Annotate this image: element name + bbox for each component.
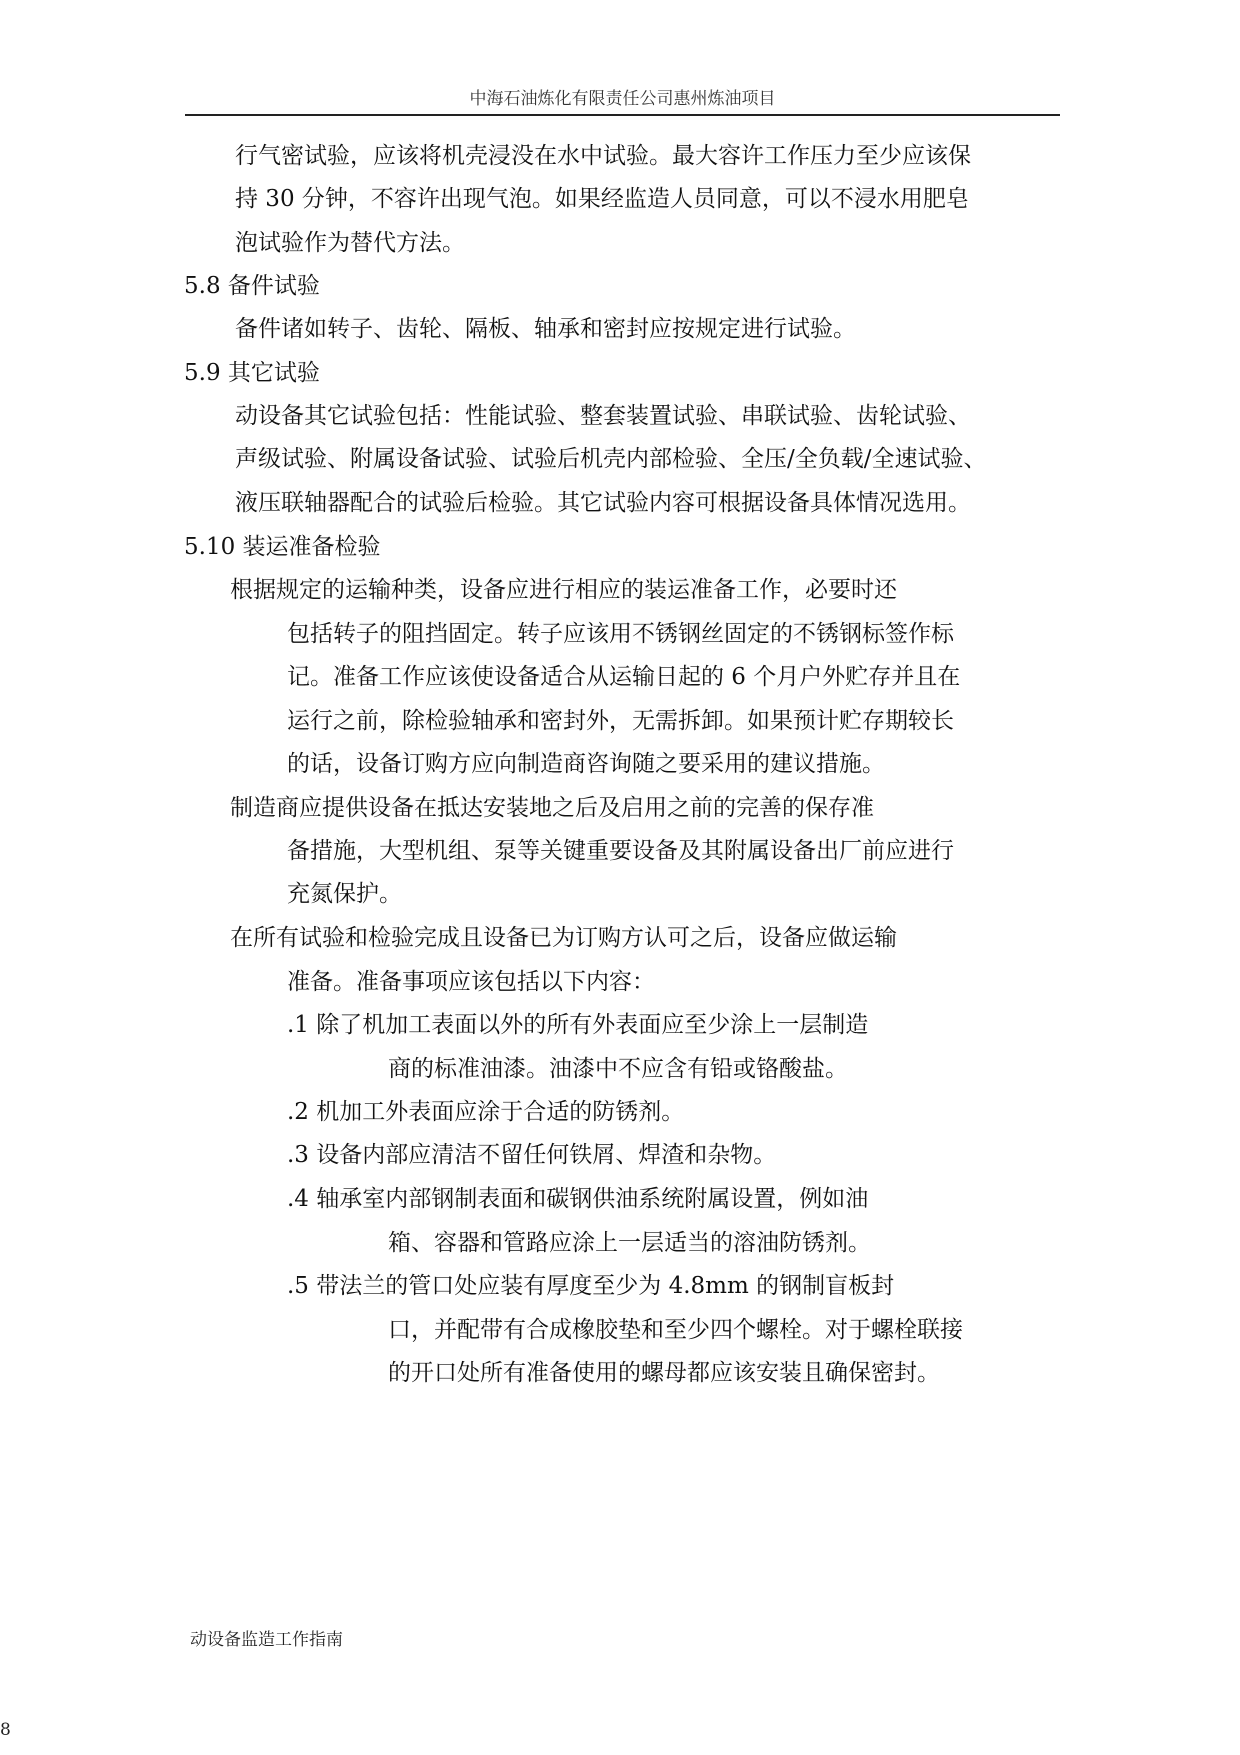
paragraph-line: 液压联轴器配合的试验后检验。其它试验内容可根据设备具体情况选用。 bbox=[235, 490, 971, 516]
list-item-continuation: 箱、容器和管路应涂上一层适当的溶油防锈剂。 bbox=[388, 1230, 871, 1256]
list-item-continuation: 口，并配带有合成橡胶垫和至少四个螺栓。对于螺栓联接 bbox=[388, 1317, 963, 1343]
page-header: 中海石油炼化有限责任公司惠州炼油项目 bbox=[469, 89, 776, 109]
page-footer: 动设备监造工作指南 bbox=[190, 1630, 343, 1650]
page-number: 8 bbox=[0, 1720, 11, 1740]
paragraph-line: 声级试验、附属设备试验、试验后机壳内部检验、全压/全负载/全速试验、 bbox=[235, 446, 987, 472]
list-item: .3 设备内部应清洁不留任何铁屑、焊渣和杂物。 bbox=[287, 1142, 777, 1168]
list-item-continuation: 商的标准油漆。油漆中不应含有铅或铬酸盐。 bbox=[388, 1056, 848, 1082]
list-item: .2 机加工外表面应涂于合适的防锈剂。 bbox=[287, 1099, 685, 1125]
paragraph-line: 包括转子的阻挡固定。转子应该用不锈钢丝固定的不锈钢标签作标 bbox=[287, 621, 954, 647]
paragraph-line: 根据规定的运输种类，设备应进行相应的装运准备工作，必要时还 bbox=[230, 577, 897, 603]
paragraph-line: 制造商应提供设备在抵达安装地之后及启用之前的完善的保存准 bbox=[230, 795, 874, 821]
list-item: .1 除了机加工表面以外的所有外表面应至少涂上一层制造 bbox=[287, 1012, 869, 1038]
paragraph-line: 备件诸如转子、齿轮、隔板、轴承和密封应按规定进行试验。 bbox=[235, 316, 856, 342]
paragraph-line: 泡试验作为替代方法。 bbox=[235, 230, 465, 256]
paragraph-line: 准备。准备事项应该包括以下内容： bbox=[287, 969, 655, 995]
section-heading: 5.10 装运准备检验 bbox=[184, 534, 381, 560]
paragraph-line: 动设备其它试验包括：性能试验、整套装置试验、串联试验、齿轮试验、 bbox=[235, 403, 971, 429]
paragraph-line: 记。准备工作应该使设备适合从运输日起的 6 个月户外贮存并且在 bbox=[287, 664, 961, 690]
paragraph-line: 持 30 分钟，不容许出现气泡。如果经监造人员同意，可以不浸水用肥皂 bbox=[235, 186, 969, 212]
list-item: .4 轴承室内部钢制表面和碳钢供油系统附属设置，例如油 bbox=[287, 1186, 869, 1212]
paragraph-line: 行气密试验，应该将机壳浸没在水中试验。最大容许工作压力至少应该保 bbox=[235, 143, 971, 169]
header-divider bbox=[185, 114, 1060, 116]
paragraph-line: 充氮保护。 bbox=[287, 881, 402, 907]
list-item-continuation: 的开口处所有准备使用的螺母都应该安装且确保密封。 bbox=[388, 1360, 940, 1386]
paragraph-line: 的话，设备订购方应向制造商咨询随之要采用的建议措施。 bbox=[287, 751, 885, 777]
paragraph-line: 备措施，大型机组、泵等关键重要设备及其附属设备出厂前应进行 bbox=[287, 838, 954, 864]
paragraph-line: 在所有试验和检验完成且设备已为订购方认可之后，设备应做运输 bbox=[230, 925, 897, 951]
paragraph-line: 运行之前，除检验轴承和密封外，无需拆卸。如果预计贮存期较长 bbox=[287, 708, 954, 734]
section-heading: 5.8 备件试验 bbox=[184, 273, 320, 299]
section-heading: 5.9 其它试验 bbox=[184, 360, 320, 386]
list-item: .5 带法兰的管口处应装有厚度至少为 4.8mm 的钢制盲板封 bbox=[287, 1273, 895, 1299]
